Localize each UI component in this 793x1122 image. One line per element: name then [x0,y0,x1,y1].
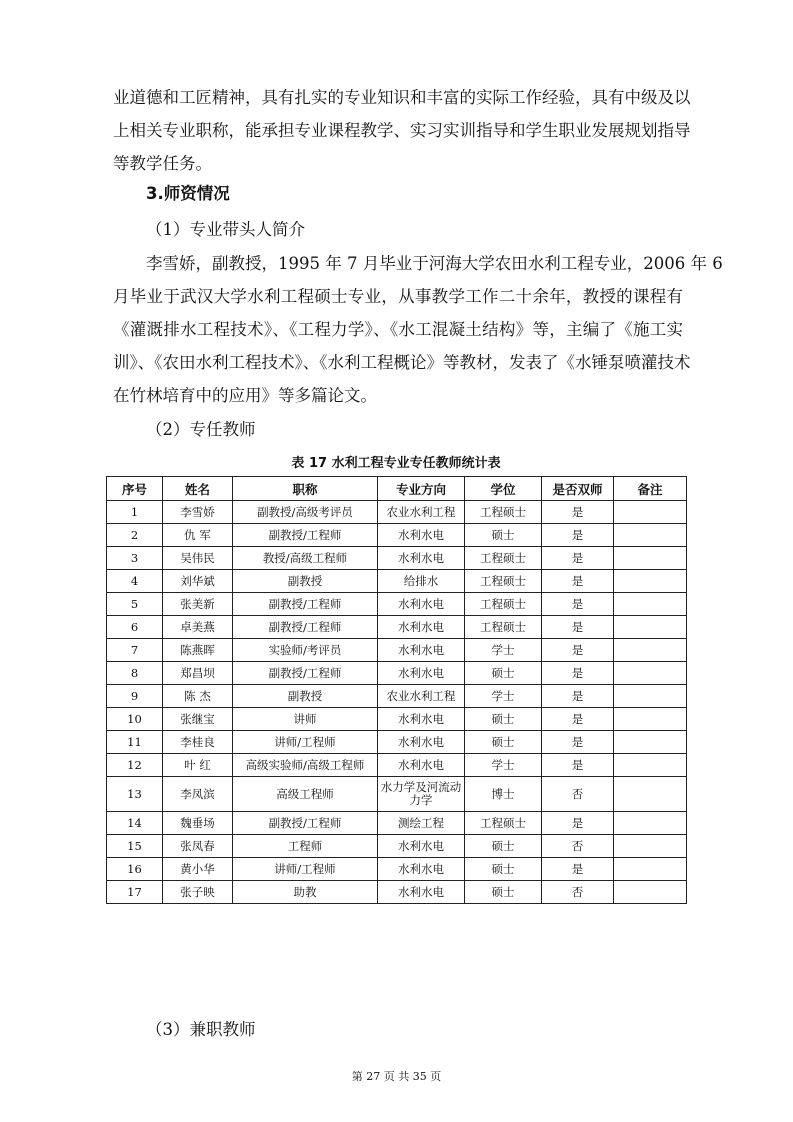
cell-major: 水力学及河流动力学 [378,777,465,812]
cell-dual: 是 [542,708,614,731]
cell-dual: 是 [542,858,614,881]
cell-dual: 是 [542,524,614,547]
table-row [107,639,687,662]
cell-index: 11 [107,731,163,754]
cell-index: 14 [107,812,163,835]
cell-major: 水利水电 [378,547,465,570]
cell-title: 副教授 [233,570,378,593]
cell-index: 13 [107,777,163,812]
col-header: 职称 [233,477,378,501]
fulltime-heading: （2）专任教师 [146,420,256,439]
cell-major: 水利水电 [378,881,465,904]
cell-index: 16 [107,858,163,881]
leader-heading: （1）专业带头人简介 [146,220,305,239]
cell-degree: 工程硕士 [465,812,542,835]
cell-title: 教授/高级工程师 [233,547,378,570]
cell-dual: 是 [542,501,614,524]
table-header-row [107,477,687,501]
cell-title: 高级实验师/高级工程师 [233,754,378,777]
cell-major: 水利水电 [378,858,465,881]
cell-major: 水利水电 [378,639,465,662]
table-row [107,685,687,708]
cell-note [614,639,687,662]
cell-major: 水利水电 [378,662,465,685]
table-row [107,616,687,639]
cell-dual: 否 [542,881,614,904]
cell-major: 水利水电 [378,708,465,731]
cell-degree: 工程硕士 [465,570,542,593]
cell-degree: 工程硕士 [465,593,542,616]
cell-name: 叶 红 [163,754,233,777]
intro-line: 业道德和工匠精神，具有扎实的专业知识和丰富的实际工作经验，具有中级及以 [113,88,691,107]
cell-dual: 否 [542,777,614,812]
table-row [107,858,687,881]
cell-note [614,731,687,754]
cell-degree: 学士 [465,639,542,662]
cell-title: 高级工程师 [233,777,378,812]
cell-dual: 是 [542,662,614,685]
cell-dual: 否 [542,835,614,858]
cell-degree: 硕士 [465,524,542,547]
cell-title: 副教授/工程师 [233,662,378,685]
table-row [107,731,687,754]
cell-index: 9 [107,685,163,708]
table-row [107,835,687,858]
cell-note [614,547,687,570]
leader-line: 在竹林培育中的应用》等多篇论文。 [113,386,377,405]
table-row [107,547,687,570]
cell-name: 张子映 [163,881,233,904]
cell-degree: 硕士 [465,708,542,731]
cell-degree: 工程硕士 [465,616,542,639]
cell-degree: 学士 [465,754,542,777]
cell-degree: 硕士 [465,881,542,904]
cell-degree: 工程硕士 [465,501,542,524]
cell-dual: 是 [542,547,614,570]
cell-title: 讲师/工程师 [233,731,378,754]
cell-major: 水利水电 [378,616,465,639]
cell-name: 陈 杰 [163,685,233,708]
cell-note [614,812,687,835]
cell-major: 水利水电 [378,754,465,777]
cell-degree: 硕士 [465,662,542,685]
table-row [107,524,687,547]
cell-degree: 硕士 [465,858,542,881]
cell-index: 1 [107,501,163,524]
table-row [107,777,687,812]
cell-major: 水利水电 [378,524,465,547]
cell-note [614,708,687,731]
cell-name: 吴伟民 [163,547,233,570]
table-row [107,812,687,835]
cell-dual: 是 [542,639,614,662]
cell-title: 工程师 [233,835,378,858]
cell-title: 副教授/工程师 [233,524,378,547]
intro-line: 等教学任务。 [113,154,212,173]
cell-dual: 是 [542,812,614,835]
cell-degree: 硕士 [465,731,542,754]
table-caption: 表 17 水利工程专业专任教师统计表 [291,456,501,471]
cell-title: 副教授/工程师 [233,812,378,835]
leader-line: 月毕业于武汉大学水利工程硕士专业，从事教学工作二十余年，教授的课程有 [113,287,683,306]
cell-name: 陈燕晖 [163,639,233,662]
cell-note [614,501,687,524]
cell-index: 10 [107,708,163,731]
cell-name: 李桂良 [163,731,233,754]
cell-note [614,777,687,812]
cell-note [614,524,687,547]
cell-note [614,835,687,858]
section-heading: 3.师资情况 [146,184,230,203]
table-row [107,754,687,777]
cell-name: 李凤滨 [163,777,233,812]
cell-major: 水利水电 [378,593,465,616]
cell-index: 15 [107,835,163,858]
intro-line: 上相关专业职称，能承担专业课程教学、实习实训指导和学生职业发展规划指导 [113,121,691,140]
cell-note [614,685,687,708]
cell-name: 张凤春 [163,835,233,858]
cell-index: 17 [107,881,163,904]
cell-dual: 是 [542,570,614,593]
cell-title: 副教授/工程师 [233,616,378,639]
table-row [107,881,687,904]
page-footer: 第 27 页 共 35 页 [351,1070,442,1083]
cell-dual: 是 [542,593,614,616]
cell-title: 副教授 [233,685,378,708]
table-row [107,593,687,616]
cell-note [614,662,687,685]
cell-degree: 工程硕士 [465,547,542,570]
cell-index: 12 [107,754,163,777]
cell-dual: 是 [542,616,614,639]
cell-title: 讲师 [233,708,378,731]
leader-line: 李雪娇，副教授，1995 年 7 月毕业于河海大学农田水利工程专业，2006 年 6 [146,254,723,273]
cell-note [614,616,687,639]
cell-note [614,593,687,616]
cell-major: 水利水电 [378,835,465,858]
cell-major: 水利水电 [378,731,465,754]
cell-title: 实验师/考评员 [233,639,378,662]
cell-degree: 学士 [465,685,542,708]
cell-title: 副教授/高级考评员 [233,501,378,524]
col-header: 学位 [465,477,542,501]
cell-name: 郑昌坝 [163,662,233,685]
table-row [107,662,687,685]
leader-paragraph [113,247,723,412]
leader-line: 训》、《农田水利工程技术》、《水利工程概论》等教材，发表了《水锤泵喷灌技术 [113,353,691,372]
cell-index: 7 [107,639,163,662]
cell-note [614,881,687,904]
cell-title: 讲师/工程师 [233,858,378,881]
col-header: 专业方向 [378,477,465,501]
cell-name: 张美新 [163,593,233,616]
cell-major: 农业水利工程 [378,685,465,708]
cell-dual: 是 [542,685,614,708]
leader-line: 《灌溉排水工程技术》、《工程力学》、《水工混凝土结构》等，主编了《施工实 [113,320,683,339]
table-row [107,501,687,524]
cell-title: 助教 [233,881,378,904]
cell-index: 2 [107,524,163,547]
table-row [107,708,687,731]
teacher-table [106,476,687,904]
cell-major: 测绘工程 [378,812,465,835]
cell-name: 张继宝 [163,708,233,731]
cell-name: 卓美燕 [163,616,233,639]
parttime-heading: （3）兼职教师 [146,1020,256,1039]
cell-note [614,754,687,777]
cell-name: 魏垂场 [163,812,233,835]
cell-index: 4 [107,570,163,593]
cell-degree: 博士 [465,777,542,812]
cell-index: 6 [107,616,163,639]
cell-dual: 是 [542,754,614,777]
cell-name: 黄小华 [163,858,233,881]
cell-name: 刘华斌 [163,570,233,593]
intro-paragraph [113,81,691,180]
table-row [107,570,687,593]
cell-name: 李雪娇 [163,501,233,524]
cell-degree: 硕士 [465,835,542,858]
cell-note [614,858,687,881]
cell-index: 3 [107,547,163,570]
cell-major: 给排水 [378,570,465,593]
cell-dual: 是 [542,731,614,754]
col-header: 姓名 [163,477,233,501]
cell-name: 仇 军 [163,524,233,547]
cell-major: 农业水利工程 [378,501,465,524]
cell-index: 8 [107,662,163,685]
col-header: 备注 [614,477,687,501]
cell-index: 5 [107,593,163,616]
col-header: 是否双师 [542,477,614,501]
cell-note [614,570,687,593]
col-header: 序号 [107,477,163,501]
cell-title: 副教授/工程师 [233,593,378,616]
